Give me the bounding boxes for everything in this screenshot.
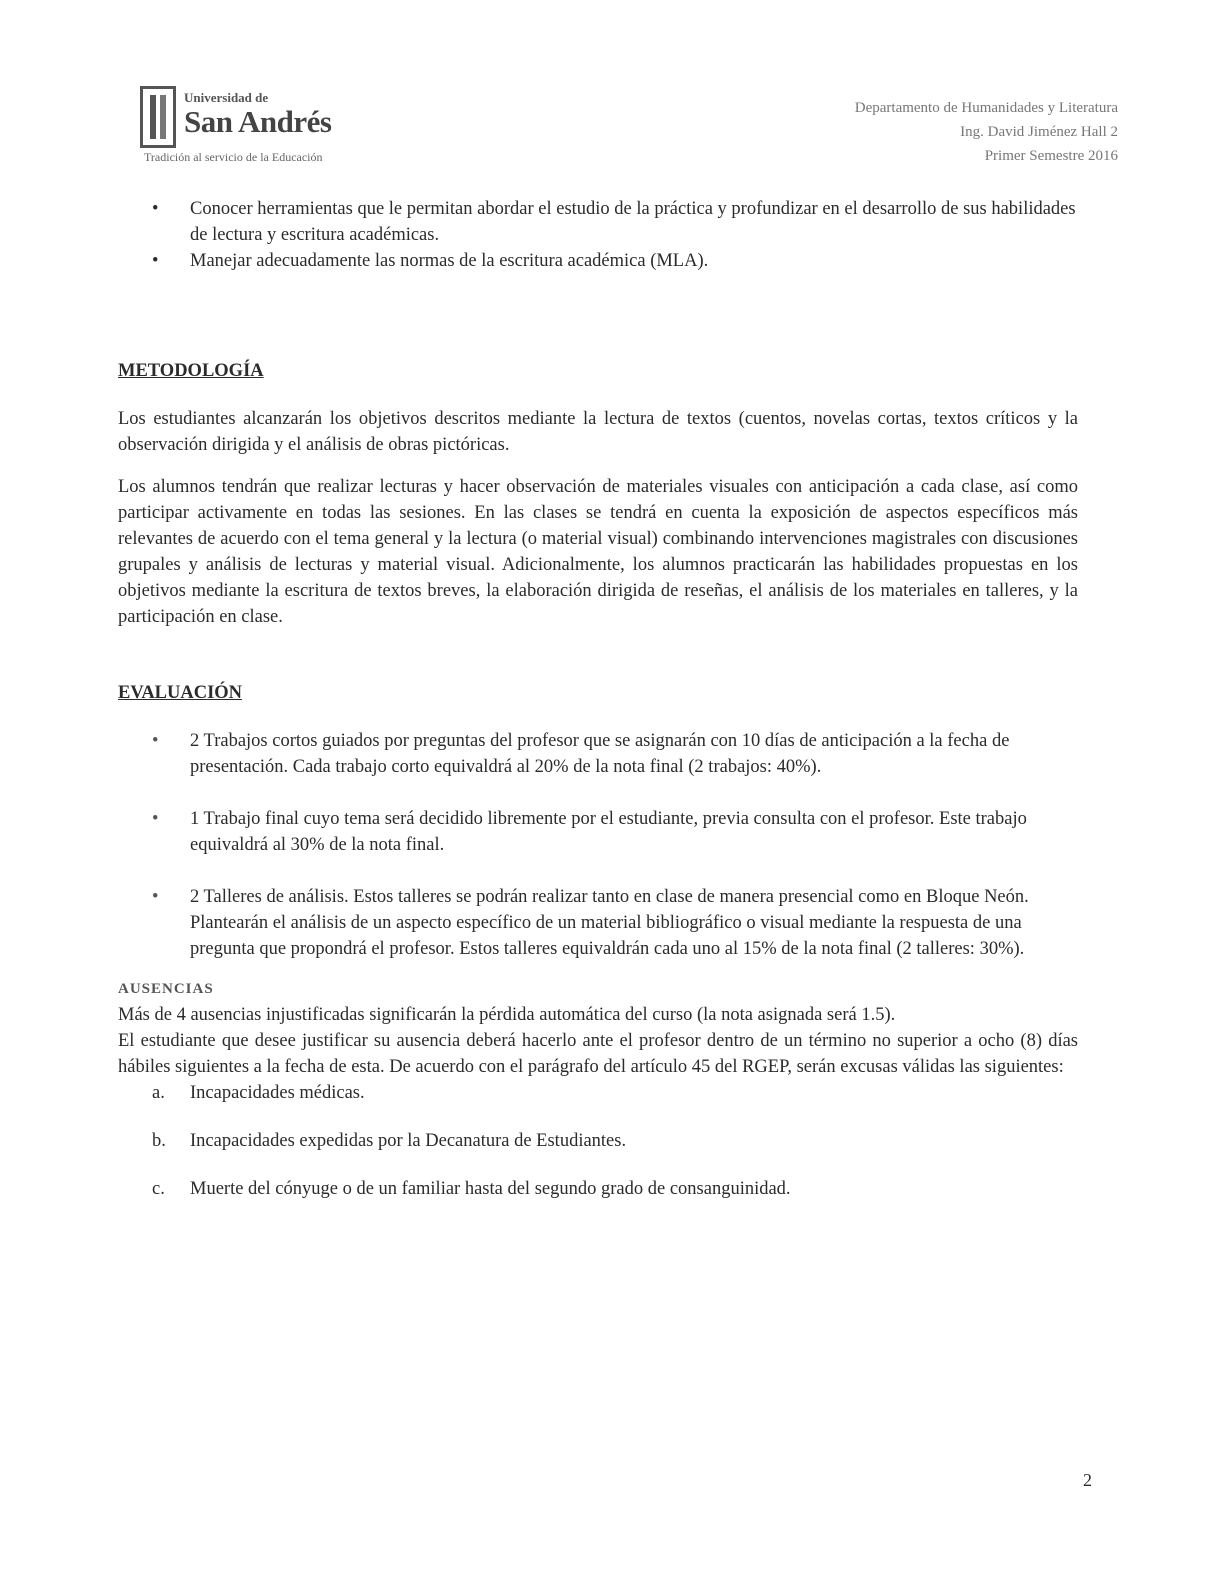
list-item-text: Incapacidades médicas. [190,1083,365,1103]
list-item [118,1128,1078,1154]
department-name: Departamento de Humanidades y Literatura [854,100,1118,116]
list-item-text: Manejar adecuadamente las normas de la escritura académica (MLA). [190,251,709,271]
bullet-marker: • [152,809,159,829]
list-item [118,1080,1078,1106]
list-marker: a. [152,1083,165,1103]
list-item [118,728,1078,780]
objectives-list [118,196,1078,274]
list-item [118,1176,1078,1202]
list-item-text: 2 Trabajos cortos guiados por preguntas del profesor que se asignarán con 10 días de anticipación a la fecha de presentación. Cada trabajo corto equivaldrá al 20% de la nota final (2 trabajos: 40%). [190,731,1010,777]
bullet-marker: • [152,731,159,751]
logo-text-line3: Tradición al servicio de la Educación [144,150,323,164]
logo-text-line1: Universidad de [184,90,269,105]
list-item-text: 1 Trabajo final cuyo tema será decidido libremente por el estudiante, previa consulta con el profesor. Este trabajo equivaldrá al 30% de la nota final. [190,809,1027,855]
list-item-text: Conocer herramientas que le permitan abordar el estudio de la práctica y profundizar en el desarrollo de sus habilidades de lectura y escritura académicas. [190,199,1076,245]
page-number: 2 [1083,1470,1092,1490]
absences-paragraph-1: Más de 4 ausencias injustificadas significarán la pérdida automática del curso (la nota asignada será 1.5). [118,1005,896,1025]
header-info [855,96,1118,168]
list-item-text: Incapacidades expedidas por la Decanatura de Estudiantes. [190,1131,627,1151]
list-item [118,806,1078,858]
semester-line: Primer Semestre 2016 [984,148,1118,164]
methodology-heading: METODOLOGÍA [118,361,264,381]
course-line: Ing. David Jiménez Hall 2 [960,124,1118,140]
logo-text-line2: San Andrés [184,104,332,139]
absences-paragraph-2: El estudiante que desee justificar su ausencia deberá hacerlo ante el profesor dentro de un término no superior a ocho (8) días hábiles siguientes a la fecha de esta. De acuerdo con el parágrafo del artículo 45 del RGEP, serán excusas válidas las siguientes: [118,1031,1078,1077]
list-item-text: 2 Talleres de análisis. Estos talleres se podrán realizar tanto en clase de manera presencial como en Bloque Neón. Plantearán el análisis de un aspecto específico de un material bibliográfico o visual mediante la respuesta de una pregunta que propondrá el profesor. Estos talleres equivaldrán cada uno al 15% de la nota final (2 talleres: 30%). [190,887,1029,959]
evaluation-list [118,728,1078,962]
list-item [118,196,1078,248]
list-item-text: Muerte del cónyuge o de un familiar hasta del segundo grado de consanguinidad. [190,1179,791,1199]
logo-emblem-icon [140,86,176,148]
bullet-marker: • [152,251,159,271]
methodology-paragraph-2: Los alumnos tendrán que realizar lecturas y hacer observación de materiales visuales con anticipación a cada clase, así como participar activamente en todas las sesiones. En las clases se tendrá en cuenta la exposición de aspectos específicos más relevantes de acuerdo con el tema general y la lectura (o material visual) combinando intervenciones magistrales con discusiones grupales y análisis de lecturas y material visual. Adicionalmente, los alumnos practicarán las habilidades propuestas en los objetivos mediante la escritura de textos breves, la elaboración dirigida de reseñas, el análisis de los materiales en talleres, y la participación en clase. [118,477,1078,627]
document-body [118,196,1078,1224]
university-logo [140,86,352,168]
list-marker: c. [152,1179,165,1199]
valid-excuses-list [118,1080,1078,1202]
evaluation-heading: EVALUACIÓN [118,683,243,703]
bullet-marker: • [152,199,159,219]
list-item [118,884,1078,962]
methodology-paragraph-1: Los estudiantes alcanzarán los objetivos descritos mediante la lectura de textos (cuentos, novelas cortas, textos críticos y la observación dirigida y el análisis de obras pictóricas. [118,409,1078,455]
bullet-marker: • [152,887,159,907]
list-item [118,248,1078,274]
absences-heading: AUSENCIAS [118,981,214,997]
list-marker: b. [152,1131,166,1151]
